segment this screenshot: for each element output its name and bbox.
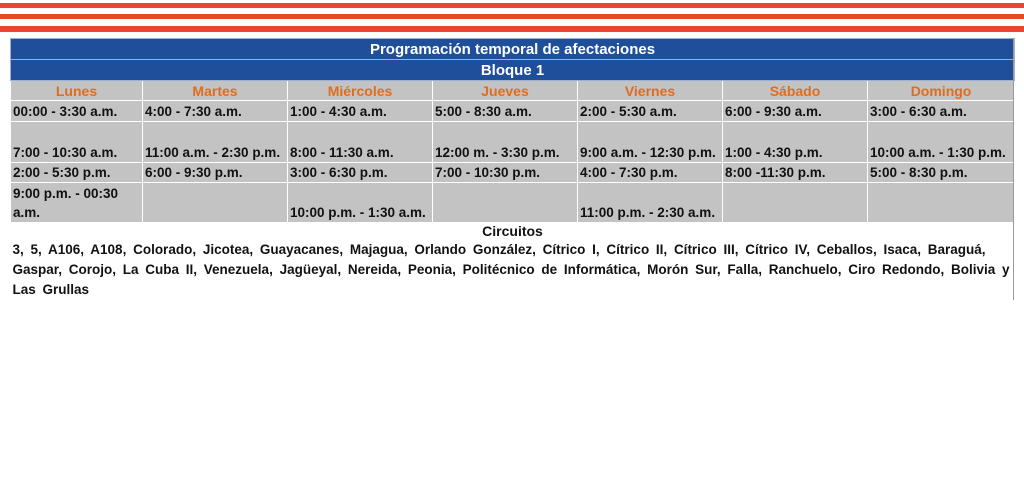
middle-stripe	[0, 14, 1024, 19]
time-slot: 9:00 p.m. - 00:30 a.m.	[11, 183, 143, 223]
table-row	[11, 101, 1015, 122]
day-header: Jueves	[433, 81, 578, 101]
day-header: Viernes	[578, 81, 723, 101]
block-label: Bloque 1	[11, 60, 1015, 81]
schedule-table	[10, 38, 1015, 300]
time-slot: 1:00 - 4:30 p.m.	[723, 122, 868, 163]
day-header: Miércoles	[288, 81, 433, 101]
day-header: Sábado	[723, 81, 868, 101]
day-header: Domingo	[868, 81, 1015, 101]
time-slot	[868, 183, 1015, 223]
time-slot: 4:00 - 7:30 p.m.	[578, 163, 723, 183]
time-slot: 3:00 - 6:30 a.m.	[868, 101, 1015, 122]
time-slot: 4:00 - 7:30 a.m.	[143, 101, 288, 122]
time-slot	[723, 183, 868, 223]
time-slot: 1:00 - 4:30 a.m.	[288, 101, 433, 122]
day-header: Lunes	[11, 81, 143, 101]
time-slot: 00:00 - 3:30 a.m.	[11, 101, 143, 122]
time-slot: 11:00 a.m. - 2:30 p.m.	[143, 122, 288, 163]
table-row	[11, 163, 1015, 183]
table-row	[11, 183, 1015, 223]
time-slot: 5:00 - 8:30 p.m.	[868, 163, 1015, 183]
time-slot: 10:00 a.m. - 1:30 p.m.	[868, 122, 1015, 163]
time-slot	[433, 183, 578, 223]
time-slot: 10:00 p.m. - 1:30 a.m.	[288, 183, 433, 223]
circuits-list: 3, 5, A106, A108, Colorado, Jicotea, Guayacanes, Majagua, Orlando González, Cítrico I, Cítrico II, Cítrico III, Cítrico IV, Ceballos, Isaca, Baraguá, Gaspar, Corojo, La Cuba II, Venezuela, Jagüeyal, Nereida, Peonia, Politécnico de Informática, Morón Sur, Falla, Ranchuelo, Ciro Redondo, Bolivia y Las Grullas	[11, 240, 1015, 300]
time-slot: 6:00 - 9:30 a.m.	[723, 101, 868, 122]
time-slot: 8:00 -11:30 p.m.	[723, 163, 868, 183]
top-stripe	[0, 3, 1024, 8]
day-header-row	[11, 81, 1015, 101]
time-slot: 8:00 - 11:30 a.m.	[288, 122, 433, 163]
time-slot: 6:00 - 9:30 p.m.	[143, 163, 288, 183]
bottom-stripe	[0, 26, 1024, 32]
right-border-line	[1013, 38, 1014, 300]
time-slot: 5:00 - 8:30 a.m.	[433, 101, 578, 122]
time-slot	[143, 183, 288, 223]
time-slot: 12:00 m. - 3:30 p.m.	[433, 122, 578, 163]
time-slot: 2:00 - 5:30 a.m.	[578, 101, 723, 122]
time-slot: 7:00 - 10:30 a.m.	[11, 122, 143, 163]
table-row	[11, 122, 1015, 163]
day-header: Martes	[143, 81, 288, 101]
time-slot: 3:00 - 6:30 p.m.	[288, 163, 433, 183]
time-slot: 9:00 a.m. - 12:30 p.m.	[578, 122, 723, 163]
time-slot: 7:00 - 10:30 p.m.	[433, 163, 578, 183]
time-slot: 11:00 p.m. - 2:30 a.m.	[578, 183, 723, 223]
circuits-heading: Circuitos	[11, 223, 1015, 241]
schedule-title: Programación temporal de afectaciones	[11, 39, 1015, 60]
time-slot: 2:00 - 5:30 p.m.	[11, 163, 143, 183]
